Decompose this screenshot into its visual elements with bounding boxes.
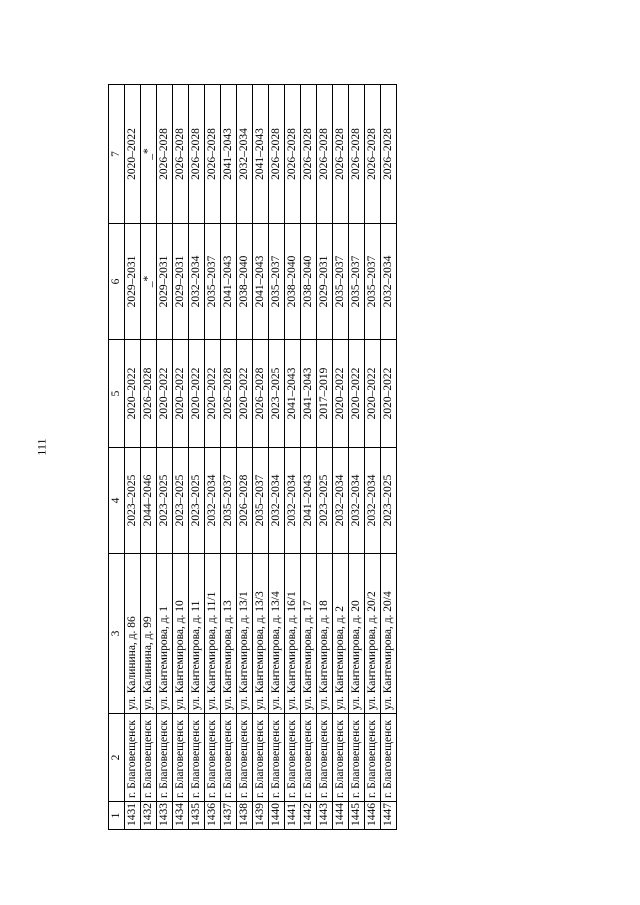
period-cell-col6: 2029–2031 [173,224,189,340]
city-cell: г. Благовещенск [349,714,365,802]
period-cell-col5: 2020–2022 [125,340,141,448]
period-cell-col7: 2026–2028 [301,85,317,224]
column-header: 1 [109,802,125,830]
column-header: 2 [109,714,125,802]
period-cell-col4: 2032–2034 [349,448,365,554]
period-cell-col4: 2026–2028 [237,448,253,554]
period-cell-col5: 2026–2028 [141,340,157,448]
row-number-cell: 1445 [349,802,365,830]
city-cell: г. Благовещенск [269,714,285,802]
period-cell-col7: 2026–2028 [285,85,301,224]
address-cell: ул. Кантемирова, д. 1 [157,554,173,714]
address-cell: ул. Кантемирова, д. 13 [221,554,237,714]
table-row [125,85,141,830]
header-row [109,85,125,830]
address-cell: ул. Кантемирова, д. 13/4 [269,554,285,714]
period-cell-col6: 2038–2040 [285,224,301,340]
period-cell-col6: 2029–2031 [317,224,333,340]
period-cell-col5: 2020–2022 [157,340,173,448]
period-cell-col5: 2020–2022 [189,340,205,448]
column-header: 6 [109,224,125,340]
period-cell-col5: 2020–2022 [237,340,253,448]
period-cell-col5: 2020–2022 [365,340,381,448]
period-cell-col6: 2032–2034 [381,224,397,340]
table-row [173,85,189,830]
page-number: 111 [34,438,49,456]
table-row [205,85,221,830]
row-number-cell: 1437 [221,802,237,830]
row-number-cell: 1442 [301,802,317,830]
repair-schedule-table [108,84,397,830]
row-number-cell: 1434 [173,802,189,830]
city-cell: г. Благовещенск [333,714,349,802]
table-row [285,85,301,830]
table-row [237,85,253,830]
period-cell-col6: 2035–2037 [349,224,365,340]
period-cell-col7: 2026–2028 [269,85,285,224]
period-cell-col7: 2026–2028 [381,85,397,224]
period-cell-col6: 2029–2031 [125,224,141,340]
row-number-cell: 1432 [141,802,157,830]
city-cell: г. Благовещенск [237,714,253,802]
row-number-cell: 1436 [205,802,221,830]
period-cell-col4: 2032–2034 [205,448,221,554]
address-cell: ул. Кантемирова, д. 13/3 [253,554,269,714]
period-cell-col5: 2020–2022 [205,340,221,448]
period-cell-col5: 2020–2022 [349,340,365,448]
city-cell: г. Благовещенск [141,714,157,802]
row-number-cell: 1447 [381,802,397,830]
address-cell: ул. Кантемирова, д. 20/2 [365,554,381,714]
row-number-cell: 1446 [365,802,381,830]
city-cell: г. Благовещенск [189,714,205,802]
period-cell-col7: 2026–2028 [205,85,221,224]
address-cell: ул. Кантемирова, д. 18 [317,554,333,714]
period-cell-col4: 2032–2034 [333,448,349,554]
address-cell: ул. Кантемирова, д. 16/1 [285,554,301,714]
period-cell-col7: 2026–2028 [349,85,365,224]
address-cell: ул. Кантемирова, д. 13/1 [237,554,253,714]
period-cell-col4: 2032–2034 [285,448,301,554]
table-row [221,85,237,830]
period-cell-col5: 2041–2043 [285,340,301,448]
period-cell-col7: _* [141,85,157,224]
period-cell-col7: 2026–2028 [317,85,333,224]
city-cell: г. Благовещенск [157,714,173,802]
city-cell: г. Благовещенск [173,714,189,802]
period-cell-col7: 2041–2043 [221,85,237,224]
column-header: 3 [109,554,125,714]
period-cell-col4: 2023–2025 [125,448,141,554]
table-row [381,85,397,830]
period-cell-col4: 2041–2043 [301,448,317,554]
row-number-cell: 1433 [157,802,173,830]
column-header: 7 [109,85,125,224]
city-cell: г. Благовещенск [285,714,301,802]
period-cell-col7: 2026–2028 [333,85,349,224]
table-row [317,85,333,830]
table-row [269,85,285,830]
period-cell-col4: 2035–2037 [221,448,237,554]
period-cell-col7: 2026–2028 [365,85,381,224]
city-cell: г. Благовещенск [381,714,397,802]
address-cell: ул. Кантемирова, д. 20 [349,554,365,714]
row-number-cell: 1435 [189,802,205,830]
period-cell-col7: 2020–2022 [125,85,141,224]
period-cell-col7: 2026–2028 [189,85,205,224]
table-row [141,85,157,830]
city-cell: г. Благовещенск [221,714,237,802]
address-cell: ул. Кантемирова, д. 20/4 [381,554,397,714]
period-cell-col5: 2020–2022 [173,340,189,448]
period-cell-col7: 2032–2034 [237,85,253,224]
table-row [253,85,269,830]
column-header: 5 [109,340,125,448]
period-cell-col6: 2041–2043 [221,224,237,340]
city-cell: г. Благовещенск [301,714,317,802]
period-cell-col4: 2044–2046 [141,448,157,554]
period-cell-col5: 2041–2043 [301,340,317,448]
table-row [333,85,349,830]
row-number-cell: 1440 [269,802,285,830]
period-cell-col7: 2026–2028 [157,85,173,224]
row-number-cell: 1438 [237,802,253,830]
period-cell-col4: 2023–2025 [317,448,333,554]
period-cell-col6: 2029–2031 [157,224,173,340]
period-cell-col4: 2023–2025 [381,448,397,554]
city-cell: г. Благовещенск [125,714,141,802]
city-cell: г. Благовещенск [253,714,269,802]
period-cell-col4: 2023–2025 [157,448,173,554]
period-cell-col5: 2020–2022 [333,340,349,448]
period-cell-col5: 2020–2022 [381,340,397,448]
period-cell-col6: _* [141,224,157,340]
table-row [349,85,365,830]
period-cell-col4: 2032–2034 [365,448,381,554]
period-cell-col6: 2035–2037 [205,224,221,340]
period-cell-col6: 2035–2037 [269,224,285,340]
table-row [157,85,173,830]
row-number-cell: 1444 [333,802,349,830]
city-cell: г. Благовещенск [205,714,221,802]
period-cell-col5: 2026–2028 [253,340,269,448]
row-number-cell: 1441 [285,802,301,830]
period-cell-col6: 2041–2043 [253,224,269,340]
address-cell: ул. Калинина, д. 99 [141,554,157,714]
address-cell: ул. Кантемирова, д. 11 [189,554,205,714]
period-cell-col6: 2035–2037 [365,224,381,340]
period-cell-col4: 2023–2025 [173,448,189,554]
address-cell: ул. Калинина, д. 86 [125,554,141,714]
period-cell-col5: 2026–2028 [221,340,237,448]
period-cell-col7: 2026–2028 [173,85,189,224]
row-number-cell: 1431 [125,802,141,830]
period-cell-col4: 2032–2034 [269,448,285,554]
city-cell: г. Благовещенск [317,714,333,802]
row-number-cell: 1443 [317,802,333,830]
table-row [189,85,205,830]
period-cell-col7: 2041–2043 [253,85,269,224]
address-cell: ул. Кантемирова, д. 17 [301,554,317,714]
row-number-cell: 1439 [253,802,269,830]
table-row [301,85,317,830]
city-cell: г. Благовещенск [365,714,381,802]
address-cell: ул. Кантемирова, д. 11/1 [205,554,221,714]
address-cell: ул. Кантемирова, д. 10 [173,554,189,714]
address-cell: ул. Кантемирова, д. 2 [333,554,349,714]
period-cell-col6: 2038–2040 [301,224,317,340]
table-row [365,85,381,830]
rotated-table-container [108,85,580,830]
period-cell-col4: 2023–2025 [189,448,205,554]
period-cell-col6: 2035–2037 [333,224,349,340]
period-cell-col6: 2032–2034 [189,224,205,340]
period-cell-col4: 2035–2037 [253,448,269,554]
period-cell-col5: 2017–2019 [317,340,333,448]
column-header: 4 [109,448,125,554]
period-cell-col6: 2038–2040 [237,224,253,340]
period-cell-col5: 2023–2025 [269,340,285,448]
